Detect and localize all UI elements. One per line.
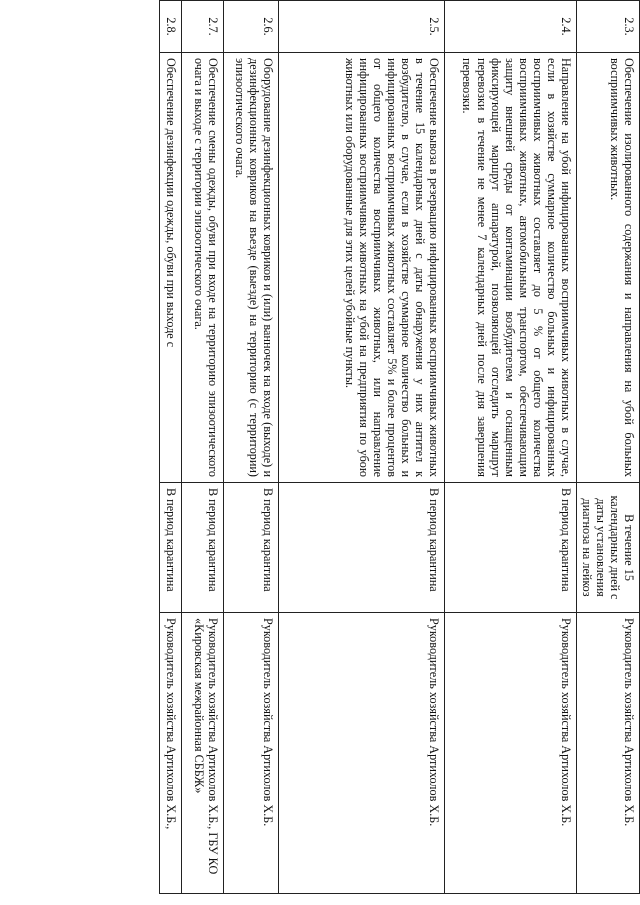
action-cell: Обеспечение вывоза в резервацию инфицированных восприимчивых животных в течение 15 календарных дней с даты обнаружения у них антител к возбудителю, в случае, если в хозяйстве суммарное количество больных и инфицированных восприимчивых животных составляет 5% и более процентов от общего количества восприимчивых животных, или направление инфицированных восприимчивых животных на убой на предприятия по убою животных или оборудованные для этих целей убойные пункты. — [279, 53, 445, 483]
row-number: 2.4. — [445, 1, 577, 53]
row-number: 2.6. — [224, 1, 279, 53]
row-number: 2.5. — [279, 1, 445, 53]
term-cell: В период карантина — [182, 483, 224, 613]
responsible-cell: Руководитель хозяйства Артихолов Х.Б. — [279, 613, 445, 894]
row-number: 2.3. — [577, 1, 640, 53]
term-cell: В период карантина — [279, 483, 445, 613]
term-cell: В течение 15 календарных дней с даты установления диагноза на лейкоз — [577, 483, 640, 613]
responsible-cell: Руководитель хозяйства Артихолов Х.Б. — [577, 613, 640, 894]
action-cell: Оборудование дезинфекционных ковриков и (или) ванночек на входе (выходе) и дезинфекционных ковриков на въезде (выезде) на территорию (с территории) эпизоотического очага. — [224, 53, 279, 483]
responsible-cell: Руководитель хозяйства Артихолов Х.Б. — [224, 613, 279, 894]
term-cell: В период карантина — [445, 483, 577, 613]
row-number: 2.8. — [160, 1, 182, 53]
term-cell: В период карантина — [160, 483, 182, 613]
action-cell: Обеспечение смены одежды, обуви при входе на территорию эпизоотического очага и выходе с территории эпизоотического очага. — [182, 53, 224, 483]
table-row — [160, 1, 182, 894]
action-cell: Обеспечение дезинфекции одежды, обуви при выходе с — [160, 53, 182, 483]
responsible-cell: Руководитель хозяйства Артихолов Х.Б., — [160, 613, 182, 894]
table-row — [577, 1, 640, 894]
table-row — [279, 1, 445, 894]
measures-table — [159, 0, 640, 894]
table-row — [445, 1, 577, 894]
table-row — [182, 1, 224, 894]
action-cell: Направление на убой инфицированных восприимчивых животных в случае, если в хозяйстве суммарное количество больных и инфицированных восприимчивых животных составляет до 5 % от общего количества восприимчивых животных, автомобильным транспортом, обеспечивающим защиту внешней среды от контаминации возбудителем и оснащенным фиксирующей маршрут аппаратурой, позволяющей отследить маршрут перевозки в течение не менее 7 календарных дней после дня завершения перевозки. — [445, 53, 577, 483]
responsible-cell: Руководитель хозяйства Артихолов Х.Б., ГБУ КО «Кировская межрайонная СББЖ» — [182, 613, 224, 894]
responsible-cell: Руководитель хозяйства Артихолов Х.Б. — [445, 613, 577, 894]
term-cell: В период карантина — [224, 483, 279, 613]
row-number: 2.7. — [182, 1, 224, 53]
action-cell: Обеспечение изолированного содержания и направления на убой больных восприимчивых животных. — [577, 53, 640, 483]
table-row — [224, 1, 279, 894]
